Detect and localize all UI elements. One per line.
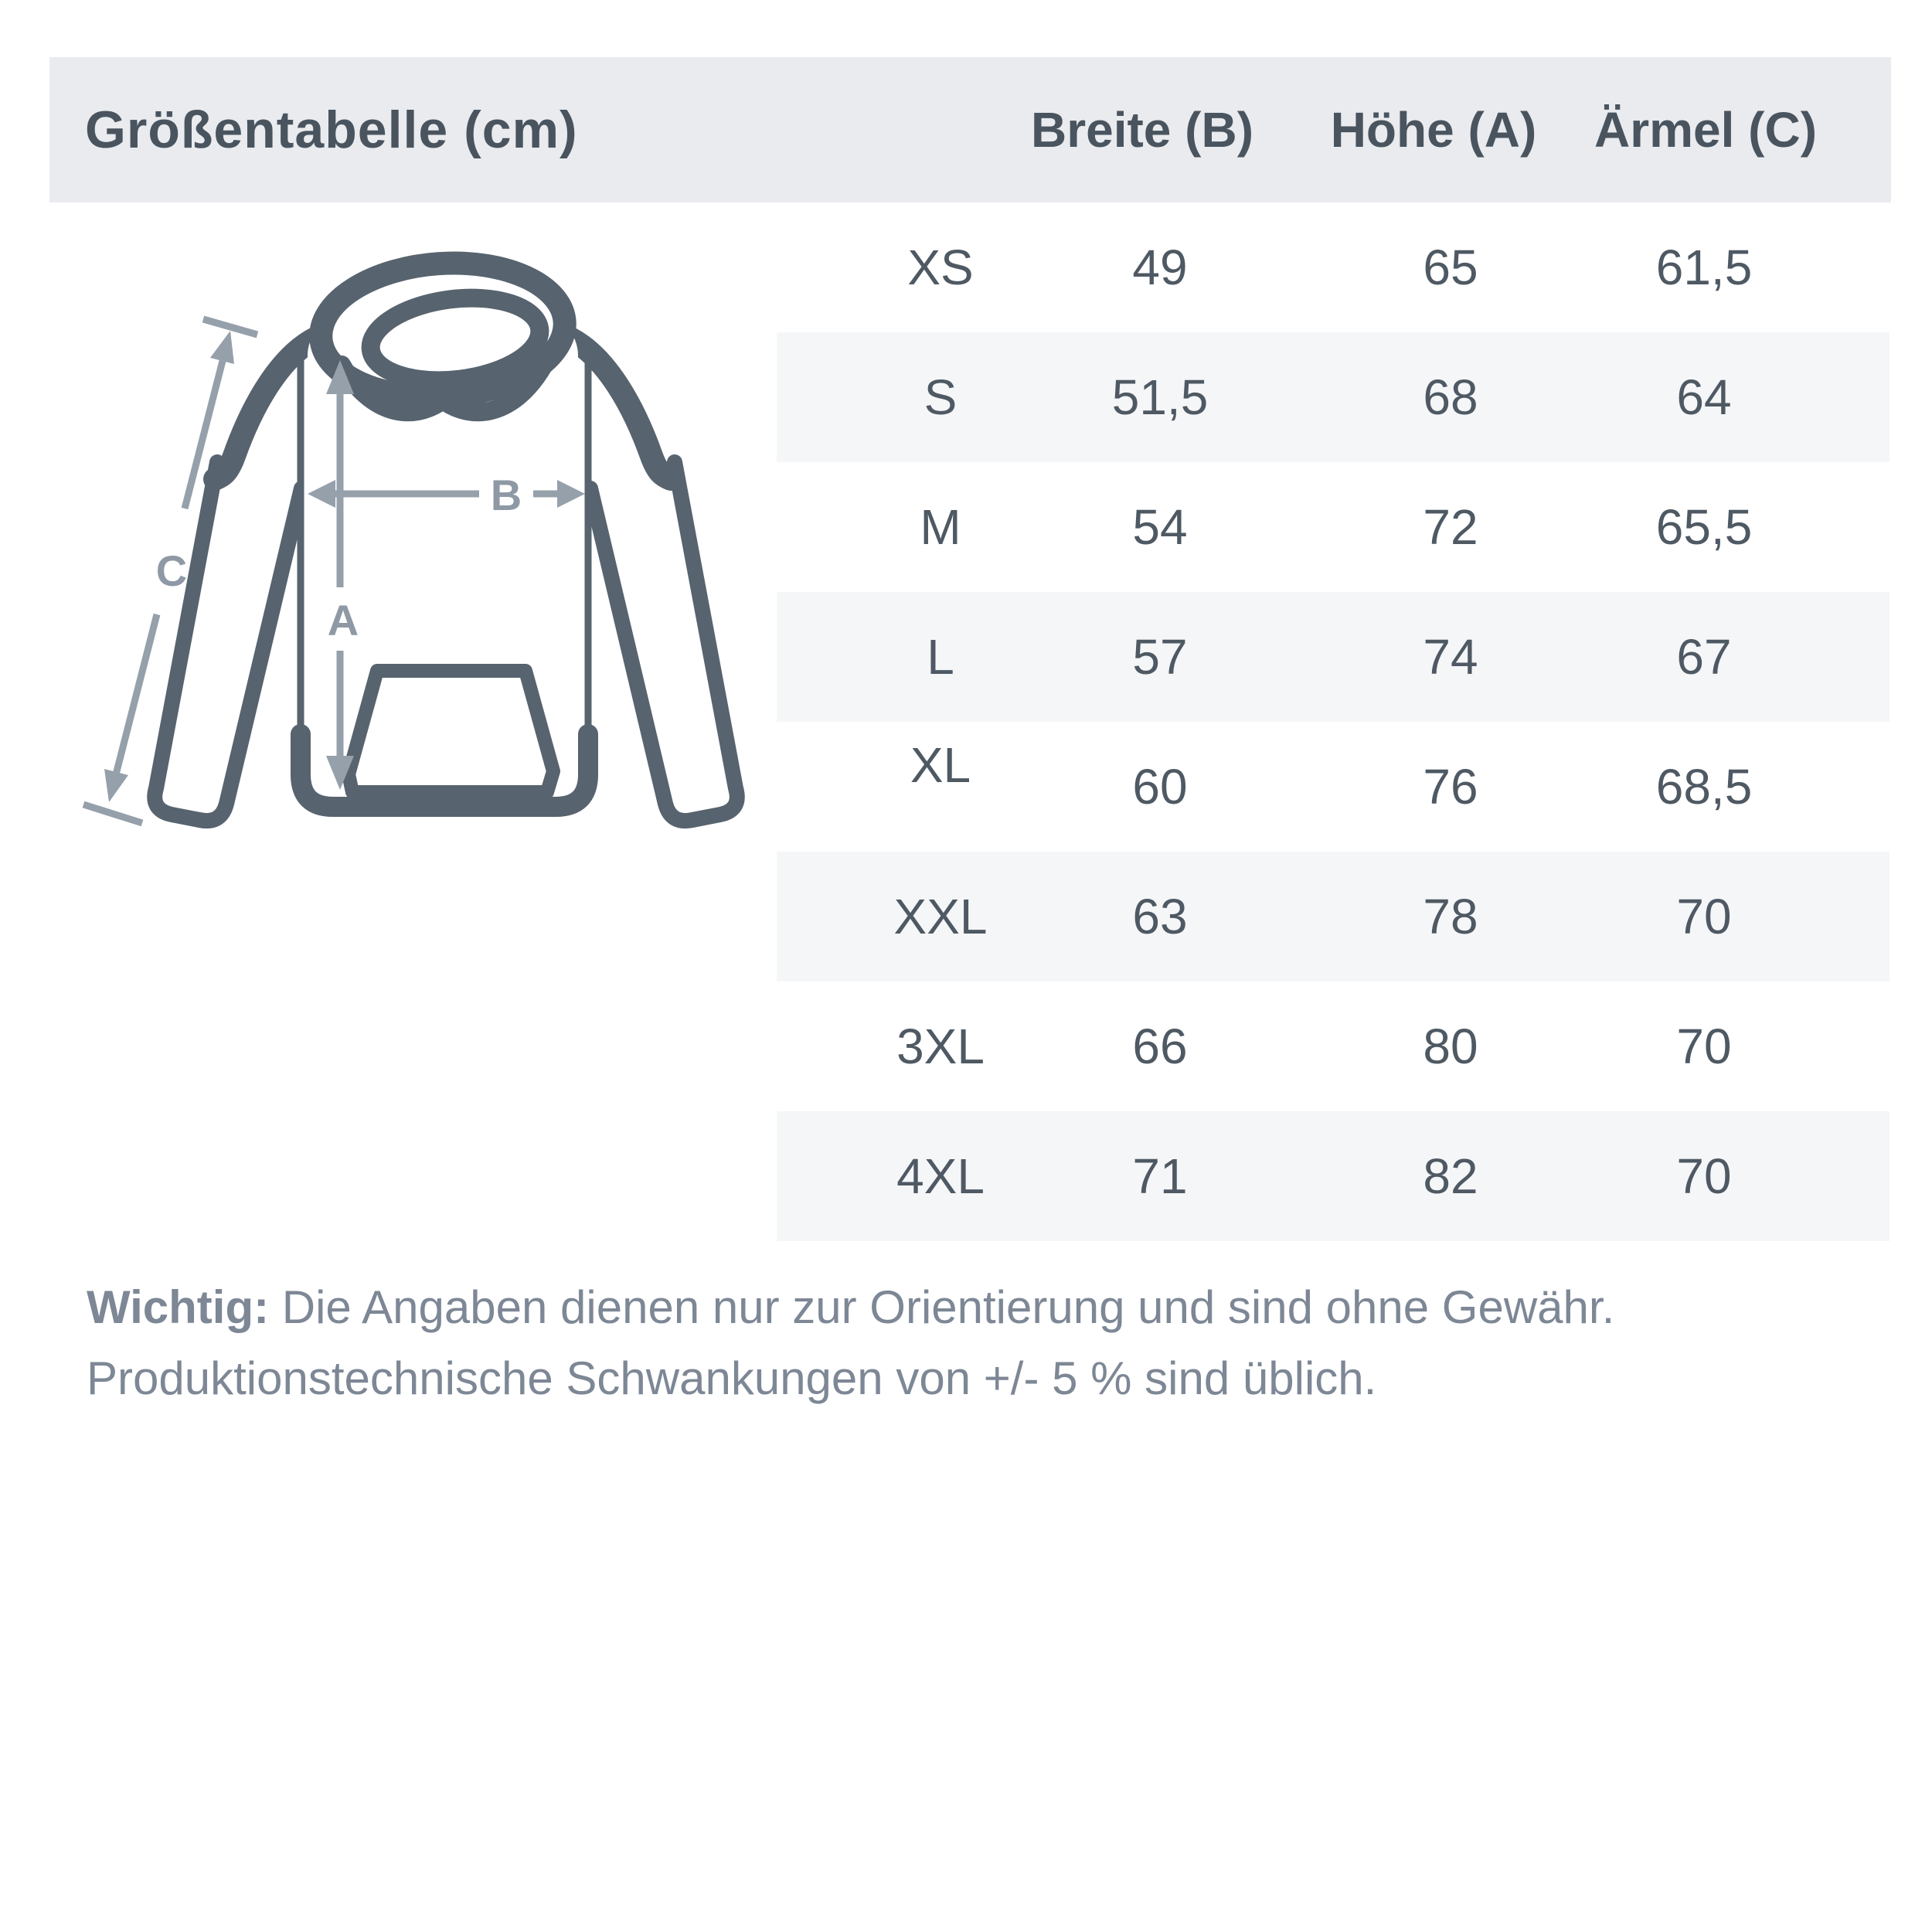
table-row — [777, 722, 1889, 852]
size-label: M — [920, 499, 961, 555]
breite-value: 57 — [1132, 629, 1188, 685]
hoehe-value: 65 — [1423, 240, 1478, 295]
hoehe-value: 74 — [1423, 629, 1478, 685]
table-row — [777, 332, 1889, 462]
hoodie-outline-drawing — [46, 193, 781, 850]
measure-c-label: C — [155, 546, 188, 595]
hoehe-value: 80 — [1423, 1019, 1478, 1074]
size-label: 3XL — [896, 1019, 985, 1074]
column-header-hoehe: Höhe (A) — [1330, 102, 1537, 158]
arrow-up-right-icon — [210, 331, 234, 364]
breite-value: 71 — [1132, 1148, 1188, 1204]
table-header — [49, 57, 1891, 202]
size-label: L — [927, 629, 954, 685]
breite-value: 66 — [1132, 1019, 1188, 1074]
breite-value: 63 — [1132, 889, 1188, 944]
hoehe-value: 78 — [1423, 889, 1478, 944]
size-label: 4XL — [896, 1148, 985, 1204]
aermel-value: 70 — [1676, 1019, 1732, 1074]
size-label: S — [923, 369, 957, 425]
hoehe-value: 82 — [1423, 1148, 1478, 1204]
breite-value: 60 — [1132, 759, 1188, 815]
table-row — [777, 852, 1889, 981]
page-title: Größentabelle (cm) — [85, 100, 578, 159]
table-row — [777, 462, 1889, 592]
aermel-value: 68,5 — [1655, 759, 1753, 815]
breite-value: 54 — [1132, 499, 1188, 555]
size-table — [777, 202, 1889, 1241]
size-label: XXL — [893, 889, 988, 944]
table-row — [777, 981, 1889, 1111]
size-label: XS — [907, 240, 974, 295]
measure-a-label: A — [327, 596, 359, 645]
disclaimer-line-1 — [87, 1272, 1887, 1343]
aermel-value: 70 — [1676, 1148, 1732, 1204]
table-row — [777, 1111, 1889, 1241]
aermel-value: 67 — [1676, 629, 1732, 685]
table-row — [777, 592, 1889, 722]
aermel-value: 61,5 — [1655, 240, 1753, 295]
hoehe-value: 72 — [1423, 499, 1478, 555]
hoehe-value: 76 — [1423, 759, 1478, 815]
measure-b-label: B — [490, 471, 522, 519]
hoodie-measurement-diagram — [46, 193, 781, 850]
disclaimer-bold: Wichtig: — [87, 1281, 270, 1333]
column-header-breite: Breite (B) — [1030, 102, 1254, 158]
disclaimer-line-1-text: Die Angaben dienen nur zur Orientierung und sind ohne Gewähr. — [269, 1281, 1615, 1333]
hoehe-value: 68 — [1423, 369, 1478, 425]
aermel-value: 64 — [1676, 369, 1732, 425]
aermel-value: 65,5 — [1655, 499, 1753, 555]
breite-value: 51,5 — [1111, 369, 1209, 425]
aermel-value: 70 — [1676, 889, 1732, 944]
size-label: XL — [910, 737, 971, 793]
breite-value: 49 — [1132, 240, 1188, 295]
table-row — [777, 202, 1889, 332]
disclaimer-note — [87, 1272, 1887, 1414]
column-header-aermel: Ärmel (C) — [1594, 102, 1818, 158]
disclaimer-line-2: Produktionstechnische Schwankungen von +/- 5 % sind üblich. — [87, 1352, 1377, 1404]
arrow-down-left-icon — [104, 769, 128, 802]
